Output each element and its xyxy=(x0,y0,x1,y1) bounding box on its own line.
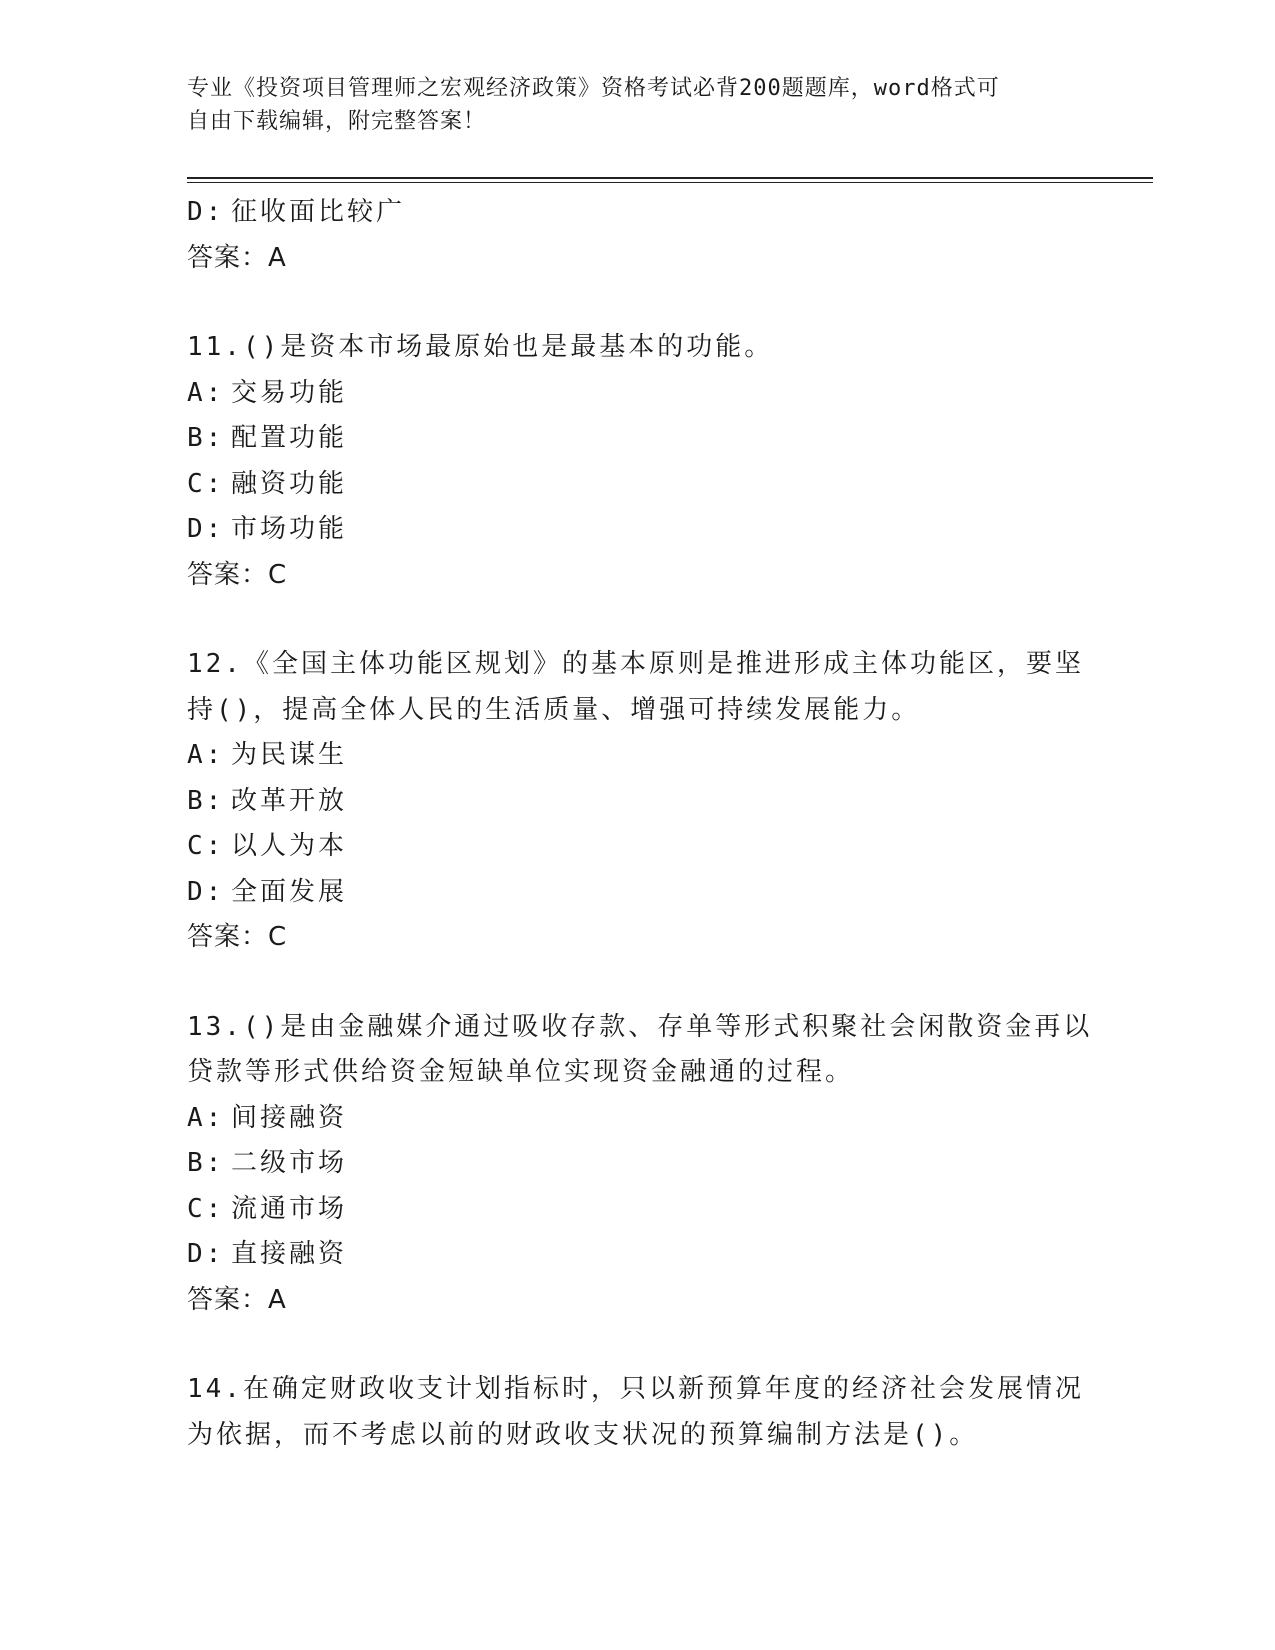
option-text: 交易功能 xyxy=(231,377,348,408)
option-text: 流通市场 xyxy=(231,1193,348,1224)
question-text-line-2: 贷款等形式供给资金短缺单位实现资金融通的过程。 xyxy=(187,1057,855,1087)
option-text: 全面发展 xyxy=(231,876,348,907)
option-letter: D: xyxy=(187,1239,225,1269)
question-12 xyxy=(187,642,1084,961)
option-text: 以人为本 xyxy=(231,831,348,861)
option-d xyxy=(187,507,1077,553)
option-d xyxy=(187,870,1077,916)
option-text: 间接融资 xyxy=(231,1102,348,1133)
option-letter: B: xyxy=(187,785,225,816)
answer: 答案：A xyxy=(187,1284,287,1315)
question-13 xyxy=(187,1005,1093,1324)
option-letter: C: xyxy=(187,831,225,861)
answer: 答案：C xyxy=(187,922,288,952)
option-letter: A: xyxy=(187,377,225,408)
option-letter: D: xyxy=(187,514,225,544)
page-header xyxy=(187,72,1067,138)
option-a xyxy=(187,371,1077,417)
question-text-line-2: 为依据，而不考虑以前的财政收支状况的预算编制方法是()。 xyxy=(187,1419,979,1450)
option-text: 二级市场 xyxy=(231,1148,348,1178)
question-text-line-1: 13.()是由金融媒介通过吸收存款、存单等形式积聚社会闲散资金再以 xyxy=(187,1011,1093,1042)
option-text: 改革开放 xyxy=(231,785,348,816)
option-d xyxy=(187,1232,1077,1278)
header-divider-thick xyxy=(187,177,1153,179)
option-text: 为民谋生 xyxy=(231,740,348,770)
option-b xyxy=(187,416,1077,462)
option-text: 征收面比较广 xyxy=(231,197,406,227)
question-list xyxy=(187,190,1093,1458)
question-text-line-1: 14.在确定财政收支计划指标时，只以新预算年度的经济社会发展情况 xyxy=(187,1374,1084,1404)
option-a xyxy=(187,733,1077,779)
question-text-line-1: 12.《全国主体功能区规划》的基本原则是推进形成主体功能区，要坚 xyxy=(187,649,1084,679)
header-title-line-1: 专业《投资项目管理师之宏观经济政策》资格考试必背200题题库，word格式可 xyxy=(187,76,1000,101)
question-11 xyxy=(187,325,1077,598)
option-c xyxy=(187,824,1077,870)
carryover-option-d xyxy=(187,190,1077,236)
answer: 答案：C xyxy=(187,559,288,590)
carryover-answer: 答案：A xyxy=(187,242,287,273)
option-letter: D: xyxy=(187,197,225,227)
option-text: 配置功能 xyxy=(231,423,348,453)
option-letter: B: xyxy=(187,423,225,453)
option-c xyxy=(187,462,1077,508)
option-letter: A: xyxy=(187,740,225,770)
header-title-line-2: 自由下载编辑，附完整答案！ xyxy=(187,109,487,134)
question-14 xyxy=(187,1367,1084,1458)
question-text-line-2: 持()，提高全体人民的生活质量、增强可持续发展能力。 xyxy=(187,694,921,725)
option-text: 市场功能 xyxy=(231,514,348,544)
option-a xyxy=(187,1096,1077,1142)
option-text: 融资功能 xyxy=(231,468,348,499)
option-c xyxy=(187,1187,1077,1233)
option-letter: A: xyxy=(187,1102,225,1133)
option-letter: C: xyxy=(187,1193,225,1224)
question-text: 11.()是资本市场最原始也是最基本的功能。 xyxy=(187,332,774,362)
option-b xyxy=(187,779,1077,825)
option-letter: D: xyxy=(187,876,225,907)
header-divider-thin xyxy=(187,182,1153,183)
option-letter: B: xyxy=(187,1148,225,1178)
option-b xyxy=(187,1141,1077,1187)
option-text: 直接融资 xyxy=(231,1239,348,1269)
option-letter: C: xyxy=(187,468,225,499)
